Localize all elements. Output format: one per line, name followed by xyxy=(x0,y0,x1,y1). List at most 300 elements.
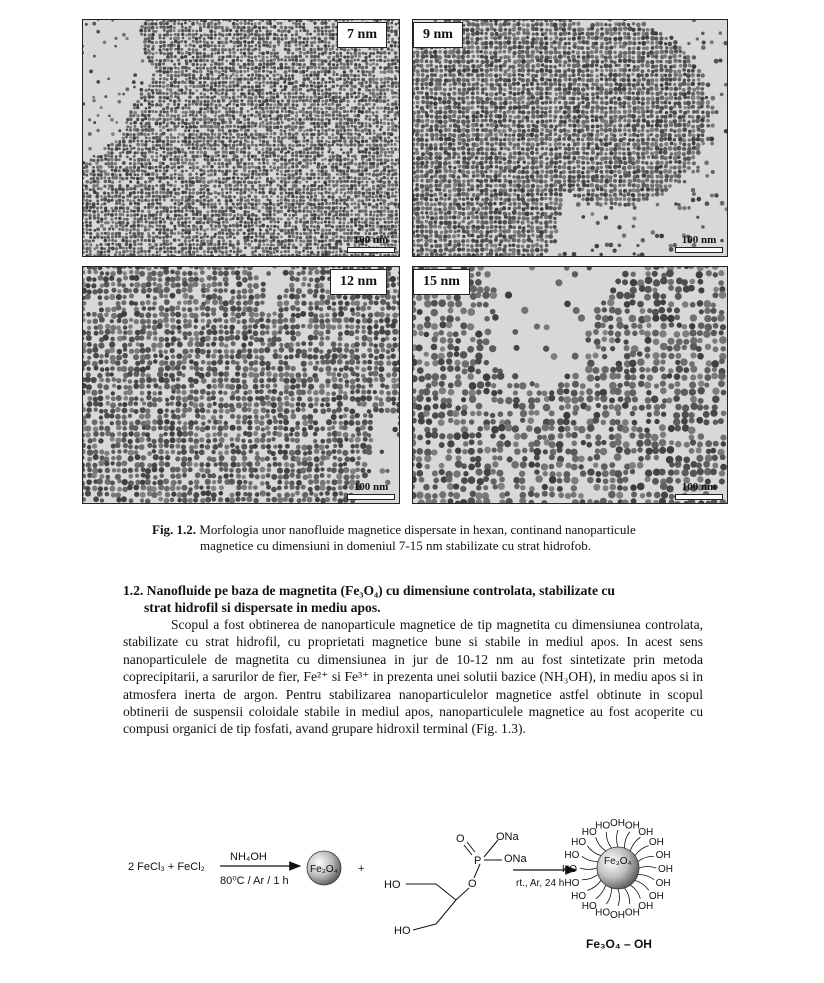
nanoparticle xyxy=(531,50,535,54)
nanoparticle xyxy=(683,63,687,67)
nanoparticle xyxy=(115,222,118,225)
nanoparticle xyxy=(306,69,309,72)
nanoparticle xyxy=(229,89,232,92)
nanoparticle xyxy=(452,64,456,68)
nanoparticle xyxy=(192,146,196,150)
nanoparticle xyxy=(261,37,265,41)
nanoparticle xyxy=(143,48,146,51)
nanoparticle xyxy=(173,238,177,242)
nanoparticle xyxy=(181,73,185,77)
nanoparticle xyxy=(89,217,92,220)
nanoparticle xyxy=(239,140,242,143)
nanoparticle xyxy=(137,147,140,150)
nanoparticle xyxy=(221,140,225,144)
nanoparticle xyxy=(272,107,275,110)
nanoparticle xyxy=(358,165,361,168)
nanoparticle xyxy=(568,42,571,45)
nanoparticle xyxy=(148,254,151,257)
nanoparticle xyxy=(240,214,243,217)
nanoparticle xyxy=(313,133,316,136)
nanoparticle xyxy=(332,114,335,117)
nanoparticle xyxy=(236,253,239,256)
nanoparticle xyxy=(339,169,343,173)
nanoparticle xyxy=(325,213,328,216)
nanoparticle xyxy=(316,147,320,151)
nanoparticle xyxy=(162,195,166,199)
nanoparticle xyxy=(309,210,312,213)
nanoparticle xyxy=(299,51,302,54)
nanoparticle xyxy=(346,213,350,217)
nanoparticle xyxy=(244,199,247,202)
nanoparticle xyxy=(302,155,305,158)
nanoparticle xyxy=(217,221,221,225)
nanoparticle xyxy=(521,59,526,64)
nanoparticle xyxy=(317,232,320,235)
nanoparticle xyxy=(310,55,314,59)
nanoparticle xyxy=(254,250,257,253)
nanoparticle xyxy=(369,224,372,227)
nanoparticle xyxy=(324,158,327,161)
nanoparticle xyxy=(199,44,203,48)
nanoparticle xyxy=(207,206,210,209)
nanoparticle xyxy=(88,194,92,198)
scale-bar-line xyxy=(347,247,395,253)
nanoparticle xyxy=(272,236,276,240)
nanoparticle xyxy=(273,122,276,125)
nanoparticle xyxy=(309,231,313,235)
nanoparticle xyxy=(327,150,330,153)
nanoparticle xyxy=(576,51,580,55)
nanoparticle xyxy=(115,199,118,202)
nanoparticle xyxy=(97,187,100,190)
nanoparticle xyxy=(608,37,611,40)
nanoparticle xyxy=(233,236,236,239)
nanoparticle xyxy=(376,210,379,213)
nanoparticle xyxy=(338,96,342,100)
nanoparticle xyxy=(651,46,655,50)
nanoparticle xyxy=(155,103,159,107)
nanoparticle xyxy=(104,180,108,184)
nanoparticle xyxy=(243,166,247,170)
nanoparticle xyxy=(141,169,144,172)
nanoparticle xyxy=(206,158,209,161)
nanoparticle xyxy=(263,243,266,246)
nanoparticle xyxy=(261,206,264,209)
nanoparticle xyxy=(292,62,295,65)
nanoparticle xyxy=(287,150,290,153)
nanoparticle xyxy=(162,157,166,161)
nanoparticle xyxy=(379,210,383,214)
nanoparticle xyxy=(188,103,191,106)
nanoparticle xyxy=(155,41,158,44)
nanoparticle xyxy=(277,199,280,202)
nanoparticle xyxy=(383,114,386,117)
nanoparticle xyxy=(481,60,485,64)
nanoparticle xyxy=(195,136,199,140)
nanoparticle xyxy=(184,154,187,157)
nanoparticle xyxy=(173,63,176,66)
nanoparticle xyxy=(585,40,589,44)
nanoparticle xyxy=(254,157,258,161)
nanoparticle xyxy=(320,144,323,147)
nanoparticle xyxy=(133,103,137,107)
nanoparticle xyxy=(605,42,608,45)
nanoparticle xyxy=(281,99,284,102)
nanoparticle xyxy=(361,199,364,202)
nanoparticle xyxy=(258,184,261,187)
nanoparticle xyxy=(288,224,291,227)
nanoparticle xyxy=(375,139,378,142)
nanoparticle xyxy=(224,172,228,176)
nanoparticle xyxy=(550,45,553,48)
nanoparticle xyxy=(107,192,110,195)
nanoparticle xyxy=(321,228,325,232)
nanoparticle xyxy=(240,107,243,110)
nanoparticle xyxy=(203,81,206,84)
nanoparticle xyxy=(462,68,467,73)
nanoparticle xyxy=(380,198,383,201)
nanoparticle xyxy=(313,203,316,206)
nanoparticle xyxy=(104,251,107,254)
nanoparticle xyxy=(217,26,221,30)
nanoparticle xyxy=(485,59,490,64)
nanoparticle xyxy=(342,188,345,191)
nanoparticle xyxy=(140,235,143,238)
nanoparticle xyxy=(328,213,331,216)
nanoparticle xyxy=(155,247,158,250)
nanoparticle xyxy=(281,137,284,140)
nanoparticle xyxy=(364,52,367,55)
nanoparticle xyxy=(151,36,155,40)
nanoparticle xyxy=(224,242,227,245)
nanoparticle xyxy=(291,111,295,115)
nanoparticle xyxy=(254,99,257,102)
nanoparticle xyxy=(158,34,161,37)
nanoparticle xyxy=(342,224,345,227)
nanoparticle xyxy=(355,213,358,216)
nanoparticle xyxy=(567,56,571,60)
nanoparticle xyxy=(119,173,122,176)
nanoparticle xyxy=(118,254,121,257)
tem-panel-9nm xyxy=(412,19,728,257)
nanoparticle xyxy=(298,209,301,212)
nanoparticle xyxy=(302,70,306,74)
nanoparticle xyxy=(222,221,225,224)
nanoparticle xyxy=(394,81,397,84)
nanoparticle xyxy=(281,173,284,176)
nanoparticle xyxy=(368,99,371,102)
nanoparticle xyxy=(490,55,494,59)
nanoparticle xyxy=(221,56,224,59)
nanoparticle xyxy=(261,33,264,36)
nanoparticle xyxy=(162,48,165,51)
nanoparticle xyxy=(425,59,428,62)
nanoparticle xyxy=(277,22,280,25)
nanoparticle xyxy=(390,48,393,51)
nanoparticle xyxy=(368,118,371,121)
nanoparticle xyxy=(535,32,539,36)
nanoparticle xyxy=(391,159,394,162)
nanoparticle xyxy=(206,54,210,58)
nanoparticle xyxy=(232,210,235,213)
nanoparticle xyxy=(342,184,346,188)
nanoparticle xyxy=(266,74,269,77)
nanoparticle xyxy=(295,132,299,136)
nanoparticle xyxy=(114,37,117,40)
nanoparticle xyxy=(210,220,214,224)
nanoparticle xyxy=(692,55,696,59)
nanoparticle xyxy=(364,122,367,125)
nanoparticle xyxy=(159,129,162,132)
nanoparticle xyxy=(354,118,357,121)
nanoparticle xyxy=(154,22,157,25)
nanoparticle xyxy=(379,143,383,147)
nanoparticle xyxy=(203,198,207,202)
nanoparticle xyxy=(122,93,125,96)
nanoparticle xyxy=(372,52,375,55)
nanoparticle xyxy=(211,209,214,212)
nanoparticle xyxy=(85,251,88,254)
nanoparticle xyxy=(342,236,345,239)
nanoparticle xyxy=(254,155,257,158)
nanoparticle xyxy=(321,129,324,132)
nanoparticle xyxy=(118,235,121,238)
nanoparticle xyxy=(332,163,335,166)
nanoparticle xyxy=(239,181,242,184)
nanoparticle xyxy=(444,68,448,72)
nanoparticle xyxy=(395,191,398,194)
nanoparticle xyxy=(368,203,372,207)
nanoparticle xyxy=(295,213,298,216)
nanoparticle xyxy=(383,110,386,113)
nanoparticle xyxy=(126,184,129,187)
nanoparticle xyxy=(346,110,349,113)
nanoparticle xyxy=(137,239,140,242)
nanoparticle xyxy=(178,133,181,136)
nanoparticle xyxy=(152,78,155,81)
nanoparticle xyxy=(232,233,235,236)
nanoparticle xyxy=(299,192,302,195)
nanoparticle xyxy=(316,165,320,169)
nanoparticle xyxy=(425,54,428,57)
nanoparticle xyxy=(151,33,155,37)
nanoparticle xyxy=(210,25,213,28)
nanoparticle xyxy=(251,213,255,217)
nanoparticle xyxy=(285,202,288,205)
nanoparticle xyxy=(338,239,342,243)
nanoparticle xyxy=(335,110,338,113)
nanoparticle xyxy=(233,45,236,48)
nanoparticle xyxy=(163,151,166,154)
nanoparticle xyxy=(145,220,148,223)
nanoparticle xyxy=(387,159,390,162)
nanoparticle xyxy=(207,185,210,188)
nanoparticle xyxy=(177,140,180,143)
nanoparticle xyxy=(104,154,108,158)
nanoparticle xyxy=(258,55,261,58)
nanoparticle xyxy=(158,85,161,88)
nanoparticle xyxy=(118,243,122,247)
nanoparticle xyxy=(291,74,294,77)
nanoparticle xyxy=(169,37,172,40)
nanoparticle xyxy=(250,56,253,59)
nanoparticle xyxy=(132,199,135,202)
nanoparticle xyxy=(288,95,291,98)
nanoparticle xyxy=(284,44,287,47)
nanoparticle xyxy=(162,92,165,95)
nanoparticle xyxy=(470,37,473,40)
nanoparticle xyxy=(213,143,217,147)
nanoparticle xyxy=(162,85,165,88)
nanoparticle xyxy=(255,218,258,221)
nanoparticle xyxy=(177,231,181,235)
nanoparticle xyxy=(350,92,353,95)
nanoparticle xyxy=(255,111,258,114)
nanoparticle xyxy=(199,246,203,250)
nanoparticle xyxy=(173,44,176,47)
nanoparticle xyxy=(84,165,88,169)
nanoparticle xyxy=(387,118,390,121)
nanoparticle xyxy=(590,63,594,67)
nanoparticle xyxy=(317,55,320,58)
nanoparticle xyxy=(229,125,232,128)
nanoparticle xyxy=(206,106,209,109)
nanoparticle xyxy=(295,48,299,52)
nanoparticle xyxy=(386,192,390,196)
nanoparticle xyxy=(327,195,330,198)
nanoparticle xyxy=(217,199,220,202)
nanoparticle xyxy=(181,229,184,232)
nanoparticle xyxy=(273,229,276,232)
nanoparticle xyxy=(277,195,280,198)
nanoparticle xyxy=(320,40,324,44)
nanoparticle xyxy=(155,89,158,92)
nanoparticle xyxy=(134,202,137,205)
nanoparticle xyxy=(361,136,364,139)
nanoparticle xyxy=(255,30,258,33)
nanoparticle xyxy=(613,37,617,41)
nanoparticle xyxy=(140,199,143,202)
nanoparticle xyxy=(177,51,180,54)
nanoparticle xyxy=(184,114,187,117)
nanoparticle xyxy=(251,143,254,146)
nanoparticle xyxy=(233,251,236,254)
nanoparticle xyxy=(250,181,253,184)
nanoparticle xyxy=(262,188,265,191)
nanoparticle xyxy=(255,224,258,227)
nanoparticle xyxy=(222,99,226,103)
nanoparticle xyxy=(302,41,305,44)
nanoparticle xyxy=(273,140,276,143)
nanoparticle xyxy=(451,50,455,54)
nanoparticle xyxy=(129,195,132,198)
nanoparticle xyxy=(163,169,166,172)
nanoparticle xyxy=(292,77,295,80)
nanoparticle xyxy=(162,81,165,84)
nanoparticle xyxy=(199,84,203,88)
nanoparticle xyxy=(121,239,125,243)
nanoparticle xyxy=(151,100,154,103)
nanoparticle xyxy=(181,235,184,238)
nanoparticle xyxy=(317,45,320,48)
nanoparticle xyxy=(148,192,151,195)
nanoparticle xyxy=(141,118,145,122)
nanoparticle xyxy=(471,64,475,68)
nanoparticle xyxy=(329,60,332,63)
nanoparticle xyxy=(335,154,339,158)
nanoparticle xyxy=(188,173,192,177)
nanoparticle xyxy=(166,122,169,125)
nanoparticle xyxy=(159,25,162,28)
nanoparticle xyxy=(375,63,378,66)
nanoparticle xyxy=(206,84,209,87)
nanoparticle xyxy=(221,92,224,95)
nanoparticle xyxy=(269,121,273,125)
nanoparticle xyxy=(85,169,89,173)
nanoparticle xyxy=(350,121,354,125)
nanoparticle xyxy=(577,46,581,50)
nanoparticle xyxy=(572,58,576,62)
nanoparticle xyxy=(203,133,206,136)
nanoparticle xyxy=(581,40,585,44)
nanoparticle xyxy=(210,158,214,162)
nanoparticle xyxy=(273,188,276,191)
nanoparticle xyxy=(280,177,283,180)
nanoparticle xyxy=(147,133,150,136)
nanoparticle xyxy=(250,99,253,102)
nanoparticle xyxy=(283,81,286,84)
nanoparticle xyxy=(129,192,132,195)
nanoparticle xyxy=(233,170,236,173)
nanoparticle xyxy=(535,27,539,31)
nanoparticle xyxy=(535,37,539,41)
nanoparticle xyxy=(96,210,99,213)
nanoparticle xyxy=(357,199,361,203)
nanoparticle xyxy=(243,26,246,29)
nanoparticle xyxy=(394,113,398,117)
nanoparticle xyxy=(163,167,166,170)
nanoparticle xyxy=(182,37,185,40)
nanoparticle xyxy=(270,195,273,198)
nanoparticle xyxy=(470,41,474,45)
nanoparticle xyxy=(250,125,254,129)
nanoparticle xyxy=(236,187,239,190)
nanoparticle xyxy=(261,124,265,128)
nanoparticle xyxy=(129,114,133,118)
nanoparticle xyxy=(125,233,128,236)
nanoparticle xyxy=(159,45,162,48)
nanoparticle xyxy=(162,121,165,124)
nanoparticle xyxy=(284,132,287,135)
nanoparticle xyxy=(273,110,276,113)
nanoparticle xyxy=(504,36,508,40)
nanoparticle xyxy=(269,217,273,221)
nanoparticle xyxy=(362,96,365,99)
nanoparticle xyxy=(243,143,247,147)
nanoparticle xyxy=(549,65,552,68)
nanoparticle xyxy=(309,80,312,83)
nanoparticle xyxy=(365,229,368,232)
nanoparticle xyxy=(490,32,494,36)
nanoparticle xyxy=(456,55,461,60)
nanoparticle xyxy=(237,177,240,180)
nanoparticle xyxy=(225,250,229,254)
nanoparticle xyxy=(290,26,293,29)
nanoparticle xyxy=(232,55,235,58)
nanoparticle xyxy=(622,22,626,26)
nanoparticle xyxy=(332,220,335,223)
nanoparticle xyxy=(170,174,173,177)
